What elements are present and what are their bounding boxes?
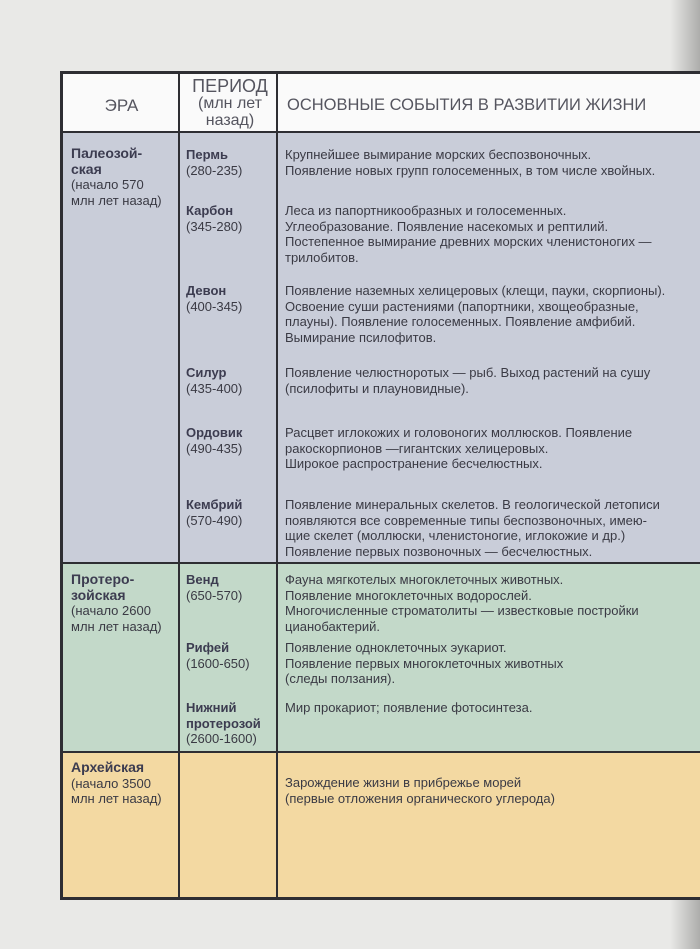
header-period-title: ПЕРИОД xyxy=(192,76,268,96)
event-line: Широкое распространение бесчелюстных. xyxy=(285,456,543,471)
event-line: появляются все современные типы беспозвоночных, имею- xyxy=(285,512,647,528)
period-events xyxy=(285,497,660,559)
era-name: Протеро- xyxy=(71,571,135,587)
event-line: Освоение суши растениями (папортники, хвощеобразные, xyxy=(285,298,639,314)
period-events xyxy=(285,147,655,178)
event-line: (первые отложения органического углерода) xyxy=(285,790,555,806)
event-line: Появление минеральных скелетов. В геологической летописи xyxy=(285,497,660,512)
event-line: Появление новых групп голосеменных, в том числе хвойных. xyxy=(285,162,656,178)
period-events xyxy=(285,700,532,716)
era-start: млн лет назад) xyxy=(71,192,162,208)
event-line: Появление первых многоклеточных животных xyxy=(285,655,564,671)
period-range: (1600-650) xyxy=(186,655,250,671)
geologic-eras-table xyxy=(60,71,700,900)
event-line: Расцвет иглокожих и головоногих моллюсков. Появление xyxy=(285,425,633,440)
era-cell xyxy=(71,760,162,807)
event-line: Появление наземных хелицеровых (клещи, пауки, скорпионы). xyxy=(285,283,666,298)
event-line: цианобактерий. xyxy=(285,618,380,634)
period-name: протерозой xyxy=(186,715,261,731)
row-divider xyxy=(63,131,700,133)
period-events xyxy=(285,572,639,634)
period-cell xyxy=(186,283,242,314)
event-line: ракоскорпионов —гигантских хелицеровых. xyxy=(285,440,549,456)
era-cell xyxy=(71,572,162,634)
header-period-sub2: назад) xyxy=(205,112,255,129)
period-range: (345-280) xyxy=(186,218,243,234)
event-line: Зарождение жизни в прибрежье морей xyxy=(285,775,522,790)
era-start: (начало 3500 xyxy=(71,775,151,791)
period-cell xyxy=(186,497,242,528)
event-line: Появление одноклеточных эукариот. xyxy=(285,640,507,655)
event-line: Постепенное вымирание древних морских членистоногих — xyxy=(285,234,652,249)
period-name: Девон xyxy=(186,283,227,298)
period-name: Силур xyxy=(186,365,227,380)
period-name: Венд xyxy=(186,572,219,587)
period-cell xyxy=(186,572,242,603)
era-start: (начало 2600 xyxy=(71,603,151,618)
period-name: Ордовик xyxy=(186,425,243,440)
era-start: млн лет назад) xyxy=(71,618,162,634)
period-range: (490-435) xyxy=(186,440,243,456)
header-era: ЭРА xyxy=(104,96,139,115)
event-line: Вымирание псилофитов. xyxy=(285,329,437,345)
event-line: трилобитов. xyxy=(285,249,359,265)
period-events xyxy=(285,775,555,806)
era-name: ская xyxy=(71,160,102,177)
period-cell xyxy=(186,700,261,747)
period-cell xyxy=(186,425,242,456)
period-cell xyxy=(186,640,250,671)
event-line: (следы ползания). xyxy=(285,671,396,686)
event-line: Углеобразование. Появление насекомых и рептилий. xyxy=(285,218,609,234)
era-cell xyxy=(71,146,162,208)
event-line: Появление многоклеточных водорослей. xyxy=(285,587,532,603)
period-range: (280-235) xyxy=(186,162,243,178)
era-name: Палеозой- xyxy=(71,145,143,161)
era-name: зойская xyxy=(71,586,126,603)
event-line: Леса из папортникообразных и голосеменных. xyxy=(285,203,567,218)
event-line: (псилофиты и плауновидные). xyxy=(285,380,469,396)
column-divider xyxy=(276,74,278,897)
period-name: Нижний xyxy=(186,700,237,715)
row-divider xyxy=(63,751,700,753)
era-start: (начало 570 xyxy=(71,177,144,192)
period-name: Рифей xyxy=(186,640,230,655)
period-range: (2600-1600) xyxy=(186,731,257,746)
event-line: Появление первых позвоночных — бесчелюстных. xyxy=(285,543,593,559)
period-range: (570-490) xyxy=(186,512,243,528)
period-cell xyxy=(186,365,242,396)
header-events: ОСНОВНЫЕ СОБЫТИЯ В РАЗВИТИИ ЖИЗНИ xyxy=(287,96,647,114)
period-events xyxy=(285,365,650,396)
era-start: млн лет назад) xyxy=(71,791,162,806)
column-divider xyxy=(178,74,180,897)
period-cell xyxy=(186,147,242,178)
period-events xyxy=(285,283,665,345)
event-line: плауны). Появление голосеменных. Появление амфибий. xyxy=(285,314,636,329)
period-range: (435-400) xyxy=(186,380,243,396)
period-name: Кембрий xyxy=(186,497,243,512)
period-range: (400-345) xyxy=(186,298,243,314)
period-range: (650-570) xyxy=(186,587,243,603)
era-name: Архейская xyxy=(71,759,145,775)
period-name: Карбон xyxy=(186,203,234,218)
event-line: Крупнейшее вымирание морских беспозвоночных. xyxy=(285,147,592,162)
header-period xyxy=(181,78,279,129)
event-line: Появление челюстноротых — рыб. Выход растений на сушу xyxy=(285,365,651,380)
row-divider xyxy=(63,562,700,564)
period-events xyxy=(285,425,632,472)
period-events xyxy=(285,203,652,265)
header-period-sub1: (млн лет xyxy=(198,95,262,112)
event-line: щие скелет (моллюски, членистоногие, иглокожие и др.) xyxy=(285,528,626,543)
event-line: Мир прокариот; появление фотосинтеза. xyxy=(285,700,533,715)
period-cell xyxy=(186,203,242,234)
event-line: Многочисленные строматолиты — известковые постройки xyxy=(285,603,639,618)
period-name: Пермь xyxy=(186,147,228,162)
period-events xyxy=(285,640,563,687)
event-line: Фауна мягкотелых многоклеточных животных. xyxy=(285,572,564,587)
